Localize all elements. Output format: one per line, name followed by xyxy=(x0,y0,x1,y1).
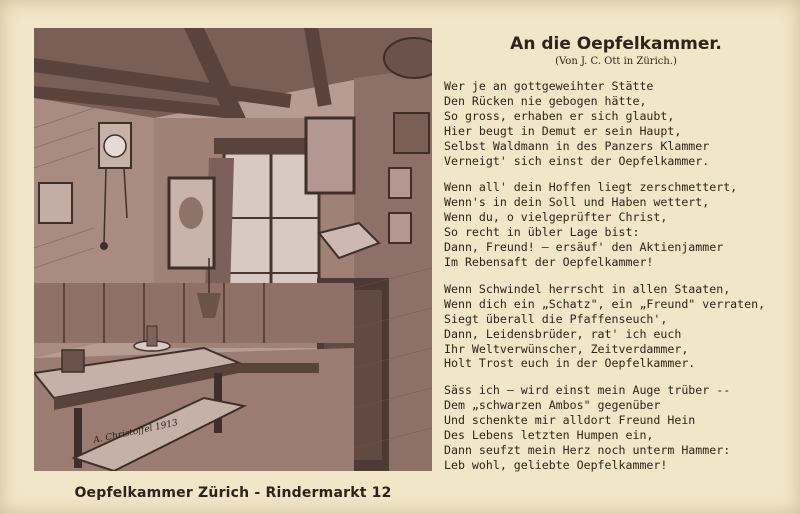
poem-line: Dann, Leidensbrüder, rat' ich euch xyxy=(444,326,682,341)
poem-line: Wenn Schwindel herrscht in allen Staaten, xyxy=(444,281,731,296)
poem-line: Selbst Waldmann in des Panzers Klammer xyxy=(444,138,710,153)
stanza-1 xyxy=(444,79,794,168)
poem-line: Holt Trost euch in der Oepfelkammer. xyxy=(444,356,696,371)
poem-line: Ihr Weltverwünscher, Zeitverdammer, xyxy=(444,341,689,356)
poem xyxy=(438,30,794,485)
poem-line: Dann, Freund! — ersäuf' den Aktienjammer xyxy=(444,240,724,255)
poem-line: Leb wohl, geliebte Oepfelkammer! xyxy=(444,457,668,472)
poem-line: So recht in übler Lage bist: xyxy=(444,225,640,240)
poem-line: Wenn all' dein Hoffen liegt zerschmettert, xyxy=(444,180,738,195)
tavern-illustration xyxy=(34,28,432,471)
poem-line: Wenn du, o vielgeprüfter Christ, xyxy=(444,210,668,225)
poem-line: Verneigt' sich einst der Oepfelkammer. xyxy=(444,153,710,168)
poem-line: So gross, erhaben er sich glaubt, xyxy=(444,108,675,123)
poem-line: Hier beugt in Demut er sein Haupt, xyxy=(444,123,682,138)
poem-line: Wenn's in dein Soll und Haben wettert, xyxy=(444,195,710,210)
poem-line: Wenn dich ein „Schatz", ein „Freund" verraten, xyxy=(444,296,766,311)
stanza-2 xyxy=(444,180,794,269)
poem-line: Den Rücken nie gebogen hätte, xyxy=(444,93,647,108)
poem-line: Des Lebens letzten Humpen ein, xyxy=(444,428,654,443)
poem-line: Im Rebensaft der Oepfelkammer! xyxy=(444,254,654,269)
stanza-3 xyxy=(444,282,794,371)
poem-line: Säss ich — wird einst mein Auge trüber -- xyxy=(444,383,731,398)
poem-author: (Von J. C. Ott in Zürich.) xyxy=(555,56,677,67)
poem-title: An die Oepfelkammer. xyxy=(510,34,722,54)
artist-signature: A. Christoffel 1913 xyxy=(92,418,179,446)
stanza-4 xyxy=(444,383,794,472)
poem-line: Wer je an gottgeweihter Stätte xyxy=(444,79,654,93)
poem-line: Siegt überall die Pfaffenseuch', xyxy=(444,311,668,326)
image-caption: Oepfelkammer Zürich - Rindermarkt 12 xyxy=(74,485,392,501)
poem-line: Dann seufzt mein Herz noch unterm Hammer: xyxy=(444,442,731,457)
poem-line: Dem „schwarzen Ambos" gegenüber xyxy=(444,398,661,413)
poem-line: Und schenkte mir alldort Freund Hein xyxy=(444,413,696,428)
